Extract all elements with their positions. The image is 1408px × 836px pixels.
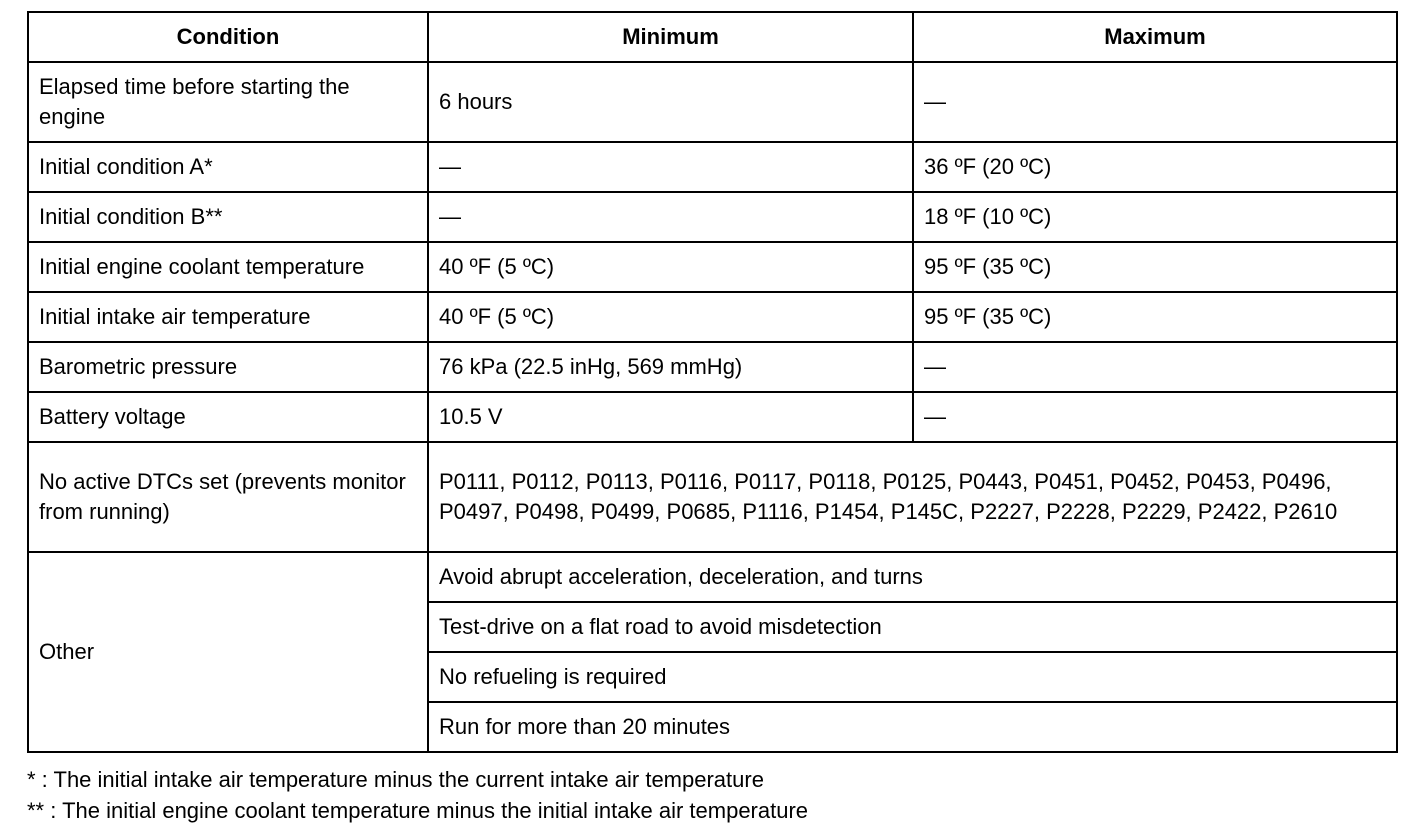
condition-cell: Elapsed time before starting the engine [28, 62, 428, 142]
minimum-cell: — [428, 142, 913, 192]
footnotes [27, 764, 808, 826]
minimum-cell: 76 kPa (22.5 inHg, 569 mmHg) [428, 342, 913, 392]
minimum-cell: 6 hours [428, 62, 913, 142]
condition-cell: Initial intake air temperature [28, 292, 428, 342]
minimum-cell: — [428, 192, 913, 242]
header-condition: Condition [28, 12, 428, 62]
maximum-cell: 95 ºF (35 ºC) [913, 292, 1397, 342]
conditions-table [27, 11, 1398, 753]
other-item-cell: Run for more than 20 minutes [428, 702, 1397, 752]
header-maximum: Maximum [913, 12, 1397, 62]
table-row [28, 292, 1397, 342]
table-row [28, 62, 1397, 142]
maximum-cell: 18 ºF (10 ºC) [913, 192, 1397, 242]
header-row [28, 12, 1397, 62]
maximum-cell: — [913, 342, 1397, 392]
table-row [28, 142, 1397, 192]
dtc-row [28, 442, 1397, 552]
other-item-cell: Test-drive on a flat road to avoid misdetection [428, 602, 1397, 652]
header-minimum: Minimum [428, 12, 913, 62]
dtc-list-cell: P0111, P0112, P0113, P0116, P0117, P0118, P0125, P0443, P0451, P0452, P0453, P0496, P0497, P0498, P0499, P0685, P1116, P1454, P145C, P2227, P2228, P2229, P2422, P2610 [428, 442, 1397, 552]
table-row [28, 242, 1397, 292]
minimum-cell: 40 ºF (5 ºC) [428, 292, 913, 342]
table-row [28, 342, 1397, 392]
maximum-cell: 95 ºF (35 ºC) [913, 242, 1397, 292]
footnote-single-asterisk: * : The initial intake air temperature minus the current intake air temperature [27, 767, 764, 792]
minimum-cell: 10.5 V [428, 392, 913, 442]
condition-cell: Battery voltage [28, 392, 428, 442]
maximum-cell: — [913, 392, 1397, 442]
condition-cell: No active DTCs set (prevents monitor from running) [28, 442, 428, 552]
other-item-cell: No refueling is required [428, 652, 1397, 702]
other-condition-cell: Other [28, 552, 428, 752]
condition-cell: Initial condition B** [28, 192, 428, 242]
condition-cell: Initial engine coolant temperature [28, 242, 428, 292]
condition-cell: Barometric pressure [28, 342, 428, 392]
footnote-double-asterisk: ** : The initial engine coolant temperature minus the initial intake air temperature [27, 798, 809, 823]
table-row [28, 392, 1397, 442]
other-item-cell: Avoid abrupt acceleration, deceleration, and turns [428, 552, 1397, 602]
maximum-cell: 36 ºF (20 ºC) [913, 142, 1397, 192]
table-row [28, 192, 1397, 242]
condition-cell: Initial condition A* [28, 142, 428, 192]
other-row [28, 552, 1397, 602]
maximum-cell: — [913, 62, 1397, 142]
minimum-cell: 40 ºF (5 ºC) [428, 242, 913, 292]
